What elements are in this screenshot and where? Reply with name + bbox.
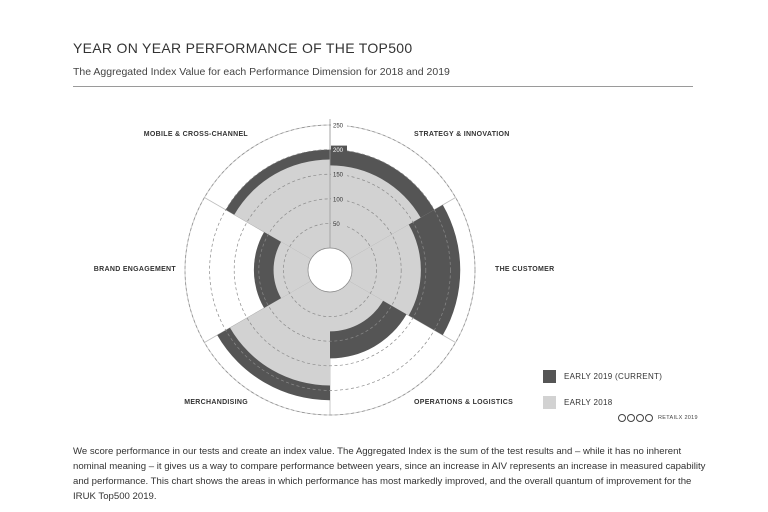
- tick-label: 200: [333, 148, 344, 155]
- page-subtitle: The Aggregated Index Value for each Performance Dimension for 2018 and 2019: [73, 66, 450, 78]
- legend-item-2018: [543, 396, 613, 409]
- category-label: MERCHANDISING: [184, 399, 248, 406]
- credit-text: RETAILX 2019: [658, 415, 698, 421]
- tick-label: 250: [333, 123, 344, 130]
- noncommercial-icon: [636, 414, 644, 422]
- center-hole: [308, 248, 352, 292]
- tick-label: 150: [333, 172, 344, 179]
- category-label: STRATEGY & INNOVATION: [414, 131, 510, 138]
- tick-label: 100: [333, 197, 344, 204]
- tick-label: 50: [333, 221, 340, 228]
- attribution-icon: [627, 414, 635, 422]
- legend-label-2018: EARLY 2018: [564, 398, 613, 407]
- page-title: YEAR ON YEAR PERFORMANCE OF THE TOP500: [73, 40, 413, 56]
- noderivatives-icon: [645, 414, 653, 422]
- legend-item-2019: [543, 370, 662, 383]
- category-label: MOBILE & CROSS-CHANNEL: [143, 131, 248, 138]
- legend-swatch-2018: [543, 396, 556, 409]
- legend-label-2019: EARLY 2019 (CURRENT): [564, 372, 663, 381]
- category-label: BRAND ENGAGEMENT: [93, 266, 176, 273]
- category-label: THE CUSTOMER: [495, 266, 555, 273]
- category-label: OPERATIONS & LOGISTICS: [414, 399, 514, 406]
- description-text: We score performance in our tests and create an index value. The Aggregated Index is the sum of the test results and – while it has no inherent nominal meaning – it gives us a way to compare performance between years, since an increase in AIV represents an increase in measured capability and performance. This chart shows the areas in which performance has most markedly improved, and the overall quantum of improvement for the IRUK Top500 2019.: [73, 446, 706, 502]
- license-badges: [618, 414, 698, 422]
- legend-swatch-2019: [543, 370, 556, 383]
- cc-icon: [618, 414, 626, 422]
